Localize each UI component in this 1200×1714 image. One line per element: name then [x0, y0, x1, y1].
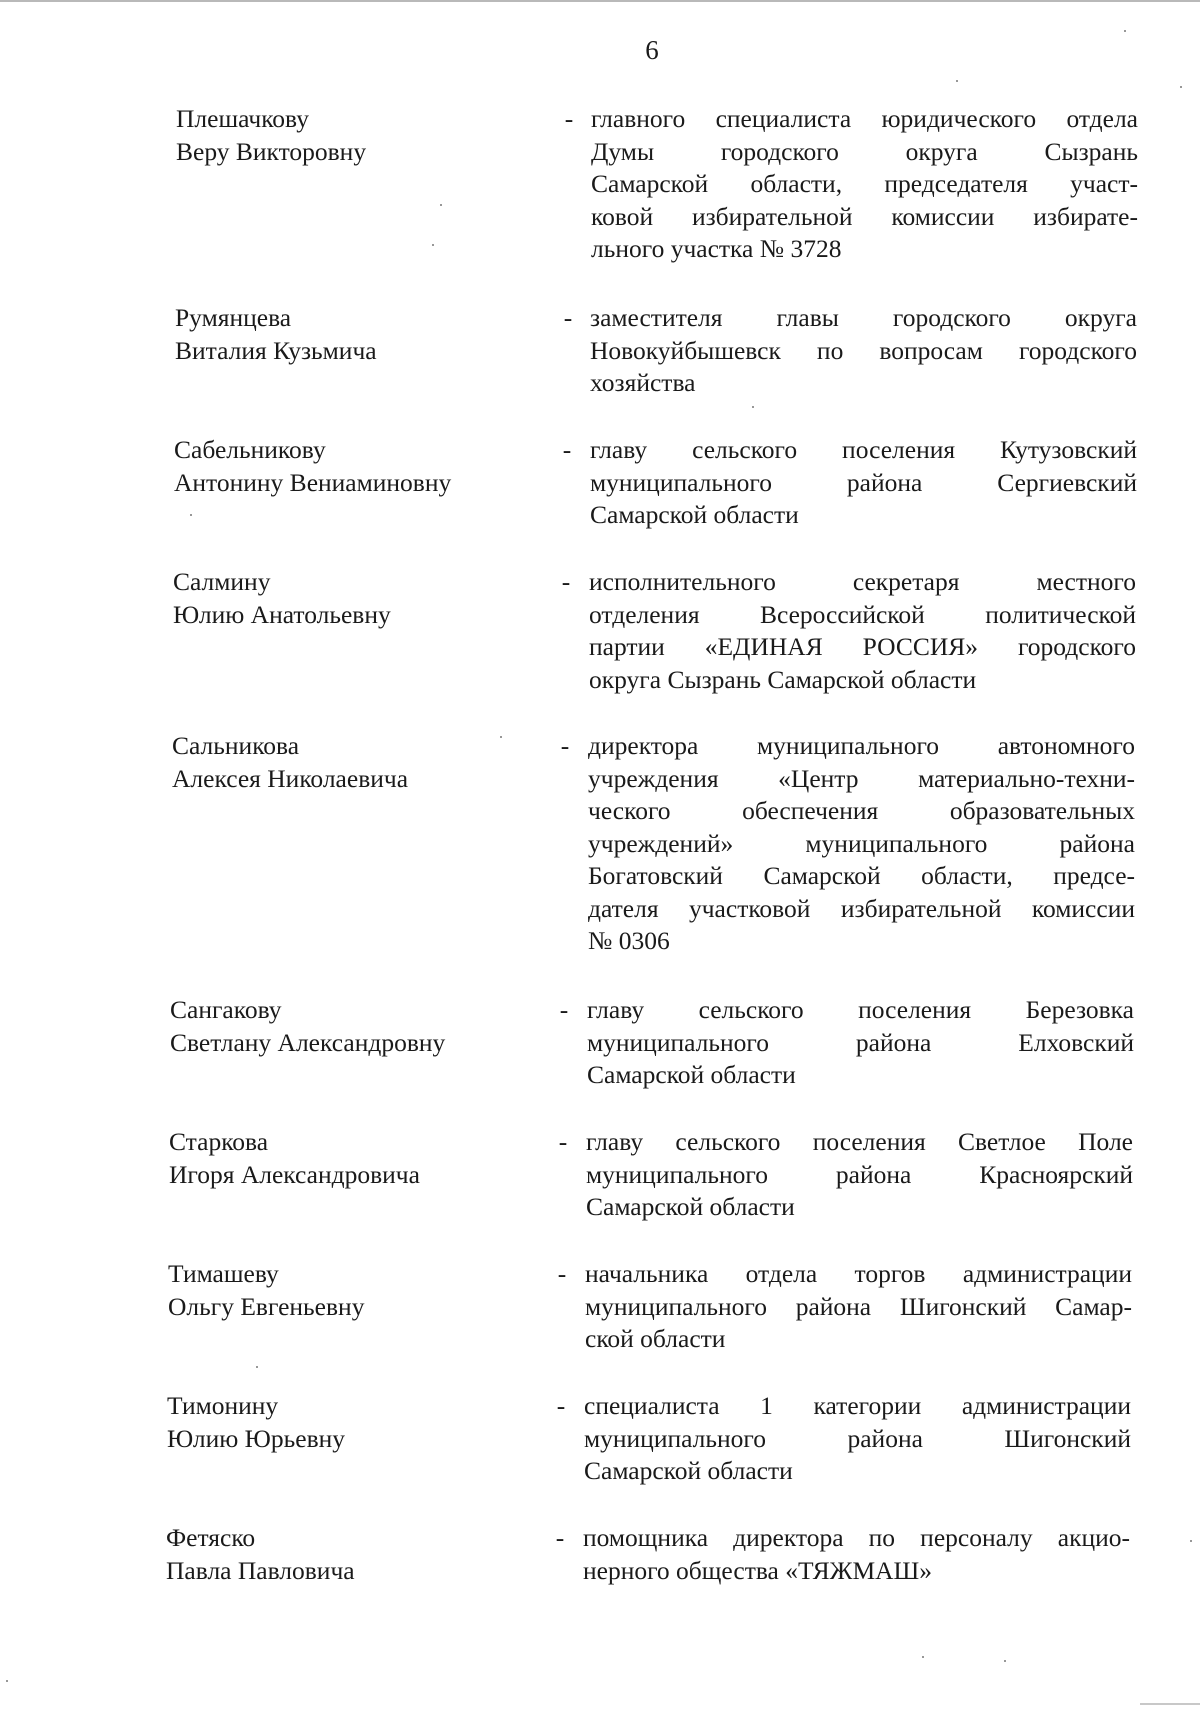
- description-line: льного участка № 3728: [591, 234, 842, 263]
- description-line: муниципального района Елховский: [587, 1027, 1134, 1057]
- entry-dash: -: [560, 731, 570, 760]
- description-line: нерного общества «ТЯЖМАШ»: [583, 1555, 933, 1585]
- given-names: Антонину Вениаминовну: [174, 467, 452, 497]
- description-line: ческого обеспечения образовательных: [588, 796, 1135, 825]
- given-names: Павла Павловича: [166, 1555, 355, 1585]
- given-names: Алексея Николаевича: [172, 763, 409, 793]
- position-description: [590, 434, 1137, 532]
- description-line: Новокуйбышевск по вопросам городского: [590, 335, 1137, 365]
- scan-speck: [752, 406, 754, 408]
- description-line: главу сельского поселения Светлое Поле: [586, 1127, 1133, 1156]
- description-line: главу сельского поселения Кутузовский: [590, 435, 1137, 464]
- entry-dash: -: [558, 1127, 568, 1156]
- position-description: [587, 994, 1134, 1092]
- scan-speck: [1004, 1660, 1006, 1662]
- scan-speck: [1124, 30, 1126, 32]
- appointee-name: [176, 103, 536, 168]
- description-line: партии «ЕДИНАЯ РОССИЯ» городского: [589, 632, 1136, 661]
- given-names: Игоря Александровича: [169, 1159, 420, 1189]
- appointee-name: [166, 1522, 526, 1587]
- description-line: ской области: [585, 1324, 726, 1353]
- description-line: хозяйства: [590, 368, 696, 397]
- page-number: 6: [645, 35, 659, 65]
- given-names: Юлию Юрьевну: [167, 1423, 346, 1453]
- description-line: начальника отдела торгов администрации: [585, 1259, 1132, 1288]
- scan-speck: [190, 514, 192, 516]
- scan-speck: [6, 1680, 8, 1682]
- given-names: Ольгу Евгеньевну: [168, 1291, 365, 1321]
- position-description: [589, 566, 1136, 696]
- description-line: специалиста 1 категории администрации: [584, 1391, 1131, 1420]
- description-line: заместителя главы городского округа: [590, 303, 1137, 332]
- position-description: [588, 730, 1135, 958]
- surname: Румянцева: [175, 303, 292, 332]
- description-line: Самарской области: [590, 500, 799, 529]
- entry-dash: -: [563, 303, 573, 332]
- scan-speck: [1180, 86, 1182, 88]
- entry-dash: -: [556, 1391, 566, 1420]
- description-line: учреждений» муниципального района: [588, 828, 1135, 858]
- surname: Сабельникову: [174, 435, 326, 464]
- description-line: муниципального района Шигонский Самар-: [585, 1291, 1132, 1321]
- appointee-name: [169, 1126, 529, 1191]
- description-line: помощника директора по персоналу акцио-: [583, 1523, 1130, 1552]
- description-line: Самарской области, председателя участ-: [591, 169, 1138, 198]
- appointee-name: [172, 730, 532, 795]
- given-names: Юлию Анатольевну: [173, 599, 391, 629]
- description-line: округа Сызрань Самарской области: [589, 664, 977, 694]
- description-line: директора муниципального автономного: [588, 731, 1135, 760]
- appointee-name: [174, 434, 534, 499]
- surname: Старкова: [169, 1127, 269, 1156]
- description-line: Самарской области: [587, 1060, 796, 1089]
- position-description: [585, 1258, 1132, 1356]
- description-line: исполнительного секретаря местного: [589, 567, 1136, 596]
- position-description: [591, 103, 1138, 266]
- scan-speck: [956, 80, 958, 82]
- description-line: муниципального района Красноярский: [586, 1159, 1133, 1189]
- surname: Тимашеву: [168, 1259, 279, 1288]
- appointee-name: [167, 1390, 527, 1455]
- scan-speck: [500, 736, 502, 738]
- description-line: муниципального района Сергиевский: [590, 467, 1137, 497]
- position-description: [583, 1522, 1130, 1587]
- scan-speck: [440, 204, 442, 206]
- appointee-name: [173, 566, 533, 631]
- entry-dash: -: [561, 567, 571, 596]
- appointee-name: [168, 1258, 528, 1323]
- bottom-rule: [1140, 1703, 1200, 1705]
- position-description: [584, 1390, 1131, 1488]
- surname: Сангакову: [170, 995, 282, 1024]
- description-line: главного специалиста юридического отдела: [591, 104, 1138, 133]
- surname: Салмину: [173, 567, 271, 596]
- description-line: главу сельского поселения Березовка: [587, 995, 1134, 1024]
- description-line: Думы городского округа Сызрань: [591, 136, 1138, 166]
- entry-dash: -: [557, 1259, 567, 1288]
- entry-dash: -: [555, 1523, 565, 1552]
- entry-dash: -: [559, 995, 569, 1024]
- given-names: Светлану Александровну: [170, 1027, 446, 1057]
- scan-speck: [432, 244, 434, 246]
- description-line: учреждения «Центр материально-техни-: [588, 763, 1135, 793]
- description-line: отделения Всероссийской политической: [589, 599, 1136, 629]
- surname: Сальникова: [172, 731, 300, 760]
- description-line: Самарской области: [584, 1456, 793, 1485]
- description-line: муниципального района Шигонский: [584, 1423, 1131, 1453]
- position-description: [586, 1126, 1133, 1224]
- surname: Фетяско: [166, 1523, 256, 1552]
- description-line: дателя участковой избирательной комиссии: [588, 893, 1135, 923]
- description-line: ковой избирательной комиссии избирате-: [591, 201, 1138, 231]
- top-rule: [0, 0, 1200, 2]
- position-description: [590, 302, 1137, 400]
- scan-speck: [922, 1656, 924, 1658]
- surname: Тимонину: [167, 1391, 279, 1420]
- entry-dash: -: [562, 435, 572, 464]
- description-line: Самарской области: [586, 1192, 795, 1221]
- entry-dash: -: [564, 104, 574, 133]
- scan-speck: [1190, 1540, 1192, 1542]
- given-names: Виталия Кузьмича: [175, 335, 377, 365]
- description-line: Богатовский Самарской области, предсе-: [588, 861, 1135, 890]
- description-line: № 0306: [588, 926, 670, 955]
- given-names: Веру Викторовну: [176, 136, 367, 166]
- appointee-name: [170, 994, 530, 1059]
- appointee-name: [175, 302, 535, 367]
- scan-speck: [256, 1366, 258, 1368]
- surname: Плешачкову: [176, 104, 309, 133]
